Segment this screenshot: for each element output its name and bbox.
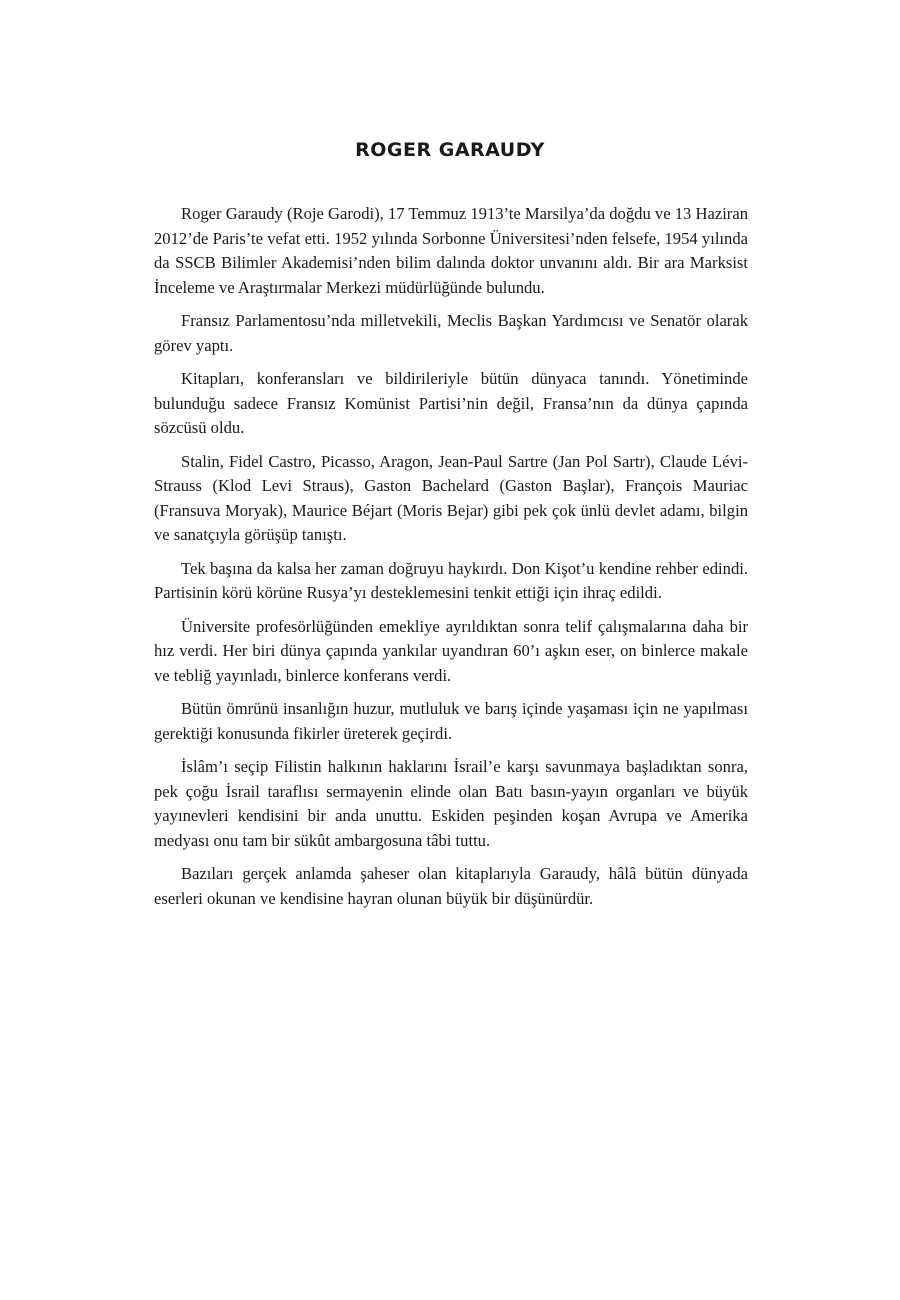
page-title: ROGER GARAUDY (355, 139, 545, 161)
paragraph-acquaintances: Stalin, Fidel Castro, Picasso, Aragon, Jean-Paul Sartre (Jan Pol Sartr), Claude Lévi-Strauss (Klod Levi Straus), Gaston Bachelard (Gaston Başlar), François Mauriac (Fransuva Moryak), Maurice Béjart (Moris Bejar) gibi pek çok ünlü devlet adamı, bilgin ve sanatçıyla görüşüp tanıştı. (154, 451, 748, 544)
paragraph-islam-palestine: İslâm’ı seçip Filistin halkının haklarını İsrail’e karşı savunmaya başladıktan sonra, pek çoğu İsrail taraflısı sermayenin elinde olan Batı basın-yayın organları ve büyük yayınevleri kendisini bir anda unuttu. Eskiden peşinden koşan Avrupa ve Amerika medyası onu tam bir sükût ambargosuna tâbi tuttu. (154, 757, 748, 850)
paragraph-parliament: Fransız Parlamentosu’nda milletvekili, Meclis Başkan Yardımcısı ve Senatör olarak görev yaptı. (154, 311, 748, 355)
paragraph-birth-education: Roger Garaudy (Roje Garodi), 17 Temmuz 1913’te Marsilya’da doğdu ve 13 Haziran 2012’de Paris’te vefat etti. 1952 yılında Sorbonne Üniversitesi’nden felsefe, 1954 yılında da SSCB Bilimler Akademisi’nden bilim dalında doktor unvanını aldı. Bir ara Marksist İnceleme ve Araştırmalar Merkezi müdürlüğünde bulundu. (154, 204, 748, 297)
paragraph-don-quixote: Tek başına da kalsa her zaman doğruyu haykırdı. Don Kişot’u kendine rehber edindi. Partisinin körü körüne Rusya’yı desteklemesini tenkit ettiği için ihraç edildi. (154, 558, 748, 602)
paragraph-life-purpose: Bütün ömrünü insanlığın huzur, mutluluk ve barış içinde yaşaması için ne yapılması gerektiği konusunda fikirler üreterek geçirdi. (154, 699, 748, 743)
paragraph-legacy: Bazıları gerçek anlamda şaheser olan kitaplarıyla Garaudy, hâlâ bütün dünyada eserleri okunan ve kendisine hayran olunan büyük bir düşünürdür. (154, 864, 748, 908)
paragraph-books-conferences: Kitapları, konferansları ve bildirileriyle bütün dünyaca tanındı. Yönetiminde bulunduğu sadece Fransız Komünist Partisi’nin değil, Fransa’nın da dünya çapında sözcüsü oldu. (154, 369, 748, 437)
paragraph-works: Üniversite profesörlüğünden emekliye ayrıldıktan sonra telif çalışmalarına daha bir hız verdi. Her biri dünya çapında yankılar uyandıran 60’ı aşkın eser, on binlerce makale ve tebliğ yayınladı, binlerce konferans verdi. (154, 616, 748, 685)
biography-text (154, 202, 748, 920)
